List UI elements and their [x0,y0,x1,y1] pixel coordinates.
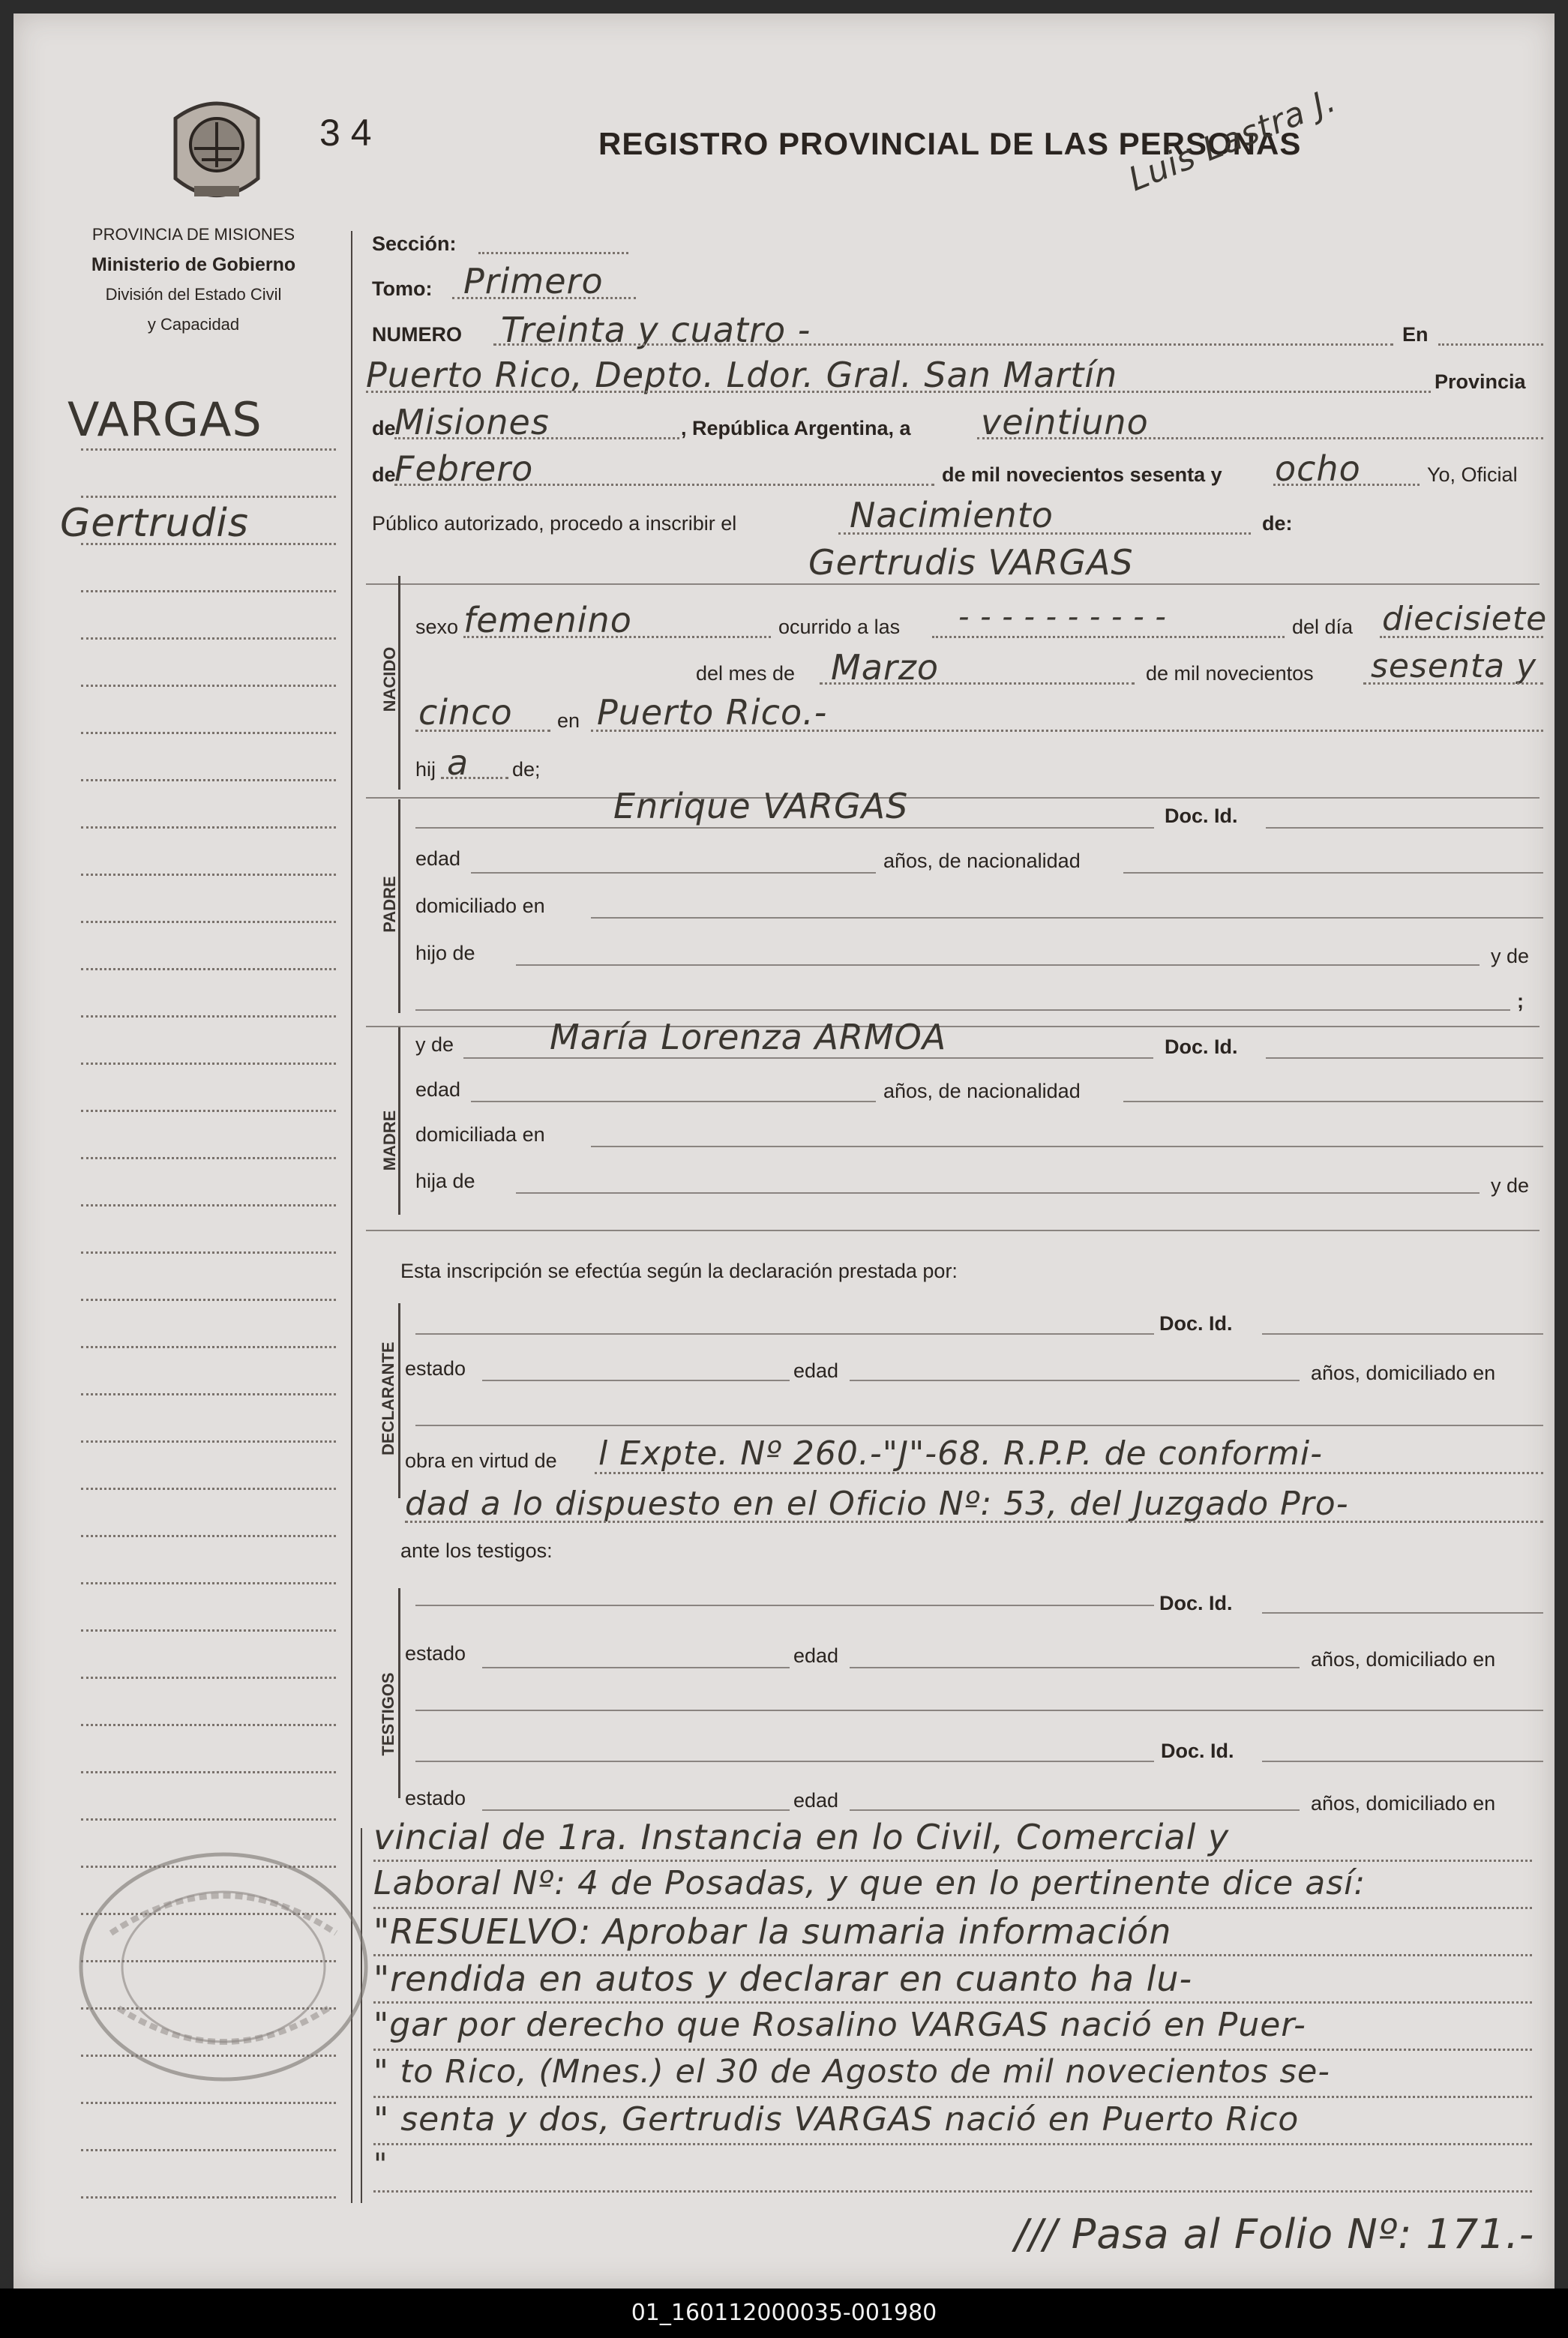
lugar-value: Puerto Rico, Depto. Ldor. Gral. San Martín [366,355,1118,395]
margin-rule [81,921,336,923]
obra-line-2: dad a lo dispuesto en el Oficio Nº: 53, del Juzgado Pro- [405,1485,1349,1523]
anos-dom-label: años, domiciliado en [1311,1792,1496,1815]
domiciliada-label: domiciliada en [415,1123,545,1146]
margin-rule [81,1771,336,1773]
de-mil2-label: de mil novecientos [1146,662,1314,685]
margin-rule [81,2196,336,2199]
continuation-line: " to Rico, (Mnes.) el 30 de Agosto de mil novecientos se- [373,2053,1330,2091]
continuation-rule [373,2001,1532,2004]
register-page [13,13,1555,2289]
office-block [58,220,328,340]
margin-rule [81,1488,336,1490]
republica-label: , República Argentina, a [681,417,911,439]
del-dia-label: del día [1292,616,1354,638]
acto-value: Nacimiento [850,495,1054,535]
page-number: 3 4 [319,112,372,154]
ante-testigos-label: ante los testigos: [400,1539,553,1562]
seccion-label: Sección: [372,232,457,255]
doc-id-label: Doc. Id. [1161,1740,1234,1762]
margin-rule [81,874,336,876]
margin-rule [81,1157,336,1159]
margin-rule [81,1063,336,1065]
publico-label: Público autorizado, procedo a inscribir el [372,512,737,535]
sexo-label: sexo [415,616,459,638]
margin-rule [81,1015,336,1018]
estado-label: estado [405,1642,466,1665]
domiciliado-label: domiciliado en [415,895,545,917]
continuation-line: vincial de 1ra. Instancia en lo Civil, Comercial y [373,1817,1230,1857]
edad-label: edad [793,1359,839,1382]
numero-label: NUMERO [372,323,462,346]
margin-rule [81,1724,336,1726]
margin-rule [81,968,336,970]
provincial-seal-icon [160,88,273,216]
anos-nac-label: años, de nacionalidad [883,850,1081,872]
margin-rule [81,1251,336,1254]
continuation-line: "RESUELVO: Aprobar la sumaria información [373,1911,1172,1952]
margin-rule [81,1629,336,1632]
margin-rule [81,1535,336,1537]
numero-value: Treinta y cuatro - [501,310,811,350]
margin-rule [81,1582,336,1584]
registry-stamp-icon [66,1843,381,2091]
margin-surname: VARGAS [67,392,262,447]
office-line: División del Estado Civil [105,285,282,304]
continuation-rule [373,2143,1532,2145]
anio-nac-1-value: sesenta y [1371,647,1537,685]
anos-dom-label: años, domiciliado en [1311,1362,1496,1384]
margin-rule [81,685,336,687]
mes-value: Febrero [394,448,534,489]
semicolon-label: ; [1517,990,1524,1012]
tomo-label: Tomo: [372,277,433,300]
yo-oficial-label: Yo, Oficial [1427,463,1518,486]
margin-rule [81,1440,336,1443]
pasa-folio-note: /// Pasa al Folio Nº: 171.- [1015,2211,1535,2258]
estado-label: estado [405,1787,466,1809]
anio-nac-2-value: cinco [418,692,513,733]
office-line: Ministerio de Gobierno [91,254,296,275]
anos-nac-label: años, de nacionalidad [883,1080,1081,1102]
y-de-label: y de [1491,1174,1530,1197]
tomo-value: Primero [463,261,604,301]
de-label: de [372,463,396,486]
margin-rule [81,1677,336,1679]
official-signature: Luis Lastra J. [1123,81,1342,199]
margin-rule [81,1110,336,1112]
margin-rule [81,779,336,781]
margin-rule [81,448,336,451]
continuation-rule [373,1860,1532,1862]
continuation-line: Laboral Nº: 4 de Posadas, y que en lo pertinente dice así: [373,1864,1366,1902]
doc-id-label: Doc. Id. [1165,805,1238,827]
anio-value: ocho [1275,448,1361,489]
ocurrido-label: ocurrido a las [778,616,901,638]
hijo-de-label: hijo de [415,942,475,964]
continuation-line: "rendida en autos y declarar en cuanto ha lu- [373,1959,1193,1999]
esta-inscripcion-label: Esta inscripción se efectúa según la declaración prestada por: [400,1260,958,1282]
obra-line-1: l Expte. Nº 260.-"J"-68. R.P.P. de conformi- [598,1434,1323,1473]
padre-value: Enrique VARGAS [613,786,909,826]
sexo-value: femenino [463,600,632,640]
continuation-rule [373,2049,1532,2051]
hora-value: - - - - - - - - - - [958,600,1167,634]
lugar-nac-value: Puerto Rico.- [597,692,828,733]
margin-rule [81,496,336,498]
obra-label: obra en virtud de [405,1449,557,1472]
continuation-line: " senta y dos, Gertrudis VARGAS nació en Puerto Rico [373,2100,1300,2139]
de-semi-label: de; [512,758,541,781]
en2-label: en [557,709,580,732]
margin-given-name: Gertrudis [60,501,249,546]
continuation-line: "gar por derecho que Rosalino VARGAS nació en Puer- [373,2006,1306,2044]
de-label: de [372,417,396,439]
estado-label: estado [405,1357,466,1380]
continuation-rule [373,2190,1532,2193]
mes-nac-value: Marzo [831,647,940,688]
doc-id-label: Doc. Id. [1165,1036,1238,1058]
margin-rule [81,1346,336,1348]
dia-nac-value: diecisiete [1382,600,1548,638]
hij-label: hij [415,758,436,781]
continuation-text [373,1817,1543,2182]
margin-rule [81,732,336,734]
en-label: En [1402,323,1429,346]
office-line: PROVINCIA DE MISIONES [91,225,295,244]
margin-rule [81,2149,336,2151]
margin-rule [81,1204,336,1206]
edad-label: edad [415,1078,461,1101]
continuation-rule [373,1907,1532,1909]
doc-id-label: Doc. Id. [1159,1592,1233,1614]
edad-label: edad [415,847,461,870]
de-mil-label: de mil novecientos sesenta y [942,463,1222,486]
side-label-testigos: TESTIGOS [379,1672,397,1756]
edad-label: edad [793,1644,839,1667]
provincia-label: Provincia [1435,370,1526,393]
madre-value: María Lorenza ARMOA [550,1017,947,1057]
side-label-nacido: NACIDO [380,646,399,712]
margin-rule [81,1299,336,1301]
side-label-padre: PADRE [380,876,399,933]
continuation-line: " [373,2148,388,2182]
edad-label: edad [793,1789,839,1812]
continuation-rule [373,2096,1532,2098]
margin-rule [81,637,336,640]
continuation-rule [373,1954,1532,1956]
page-title: REGISTRO PROVINCIAL DE LAS PERSONAS [598,126,1302,161]
office-line: y Capacidad [147,315,240,334]
margin-rule [81,543,336,545]
side-label-declarante: DECLARANTE [379,1341,397,1455]
margin-rule [81,1818,336,1821]
margin-rule [81,590,336,592]
provincia-value: Misiones [394,402,550,442]
y-de-label: y de [1491,945,1530,967]
margin-rule [81,1393,336,1395]
nombre-value: Gertrudis VARGAS [808,542,1134,583]
y-de-label: y de [415,1033,454,1056]
margin-rule [81,2102,336,2104]
doc-id-label: Doc. Id. [1159,1312,1233,1335]
del-mes-label: del mes de [696,662,796,685]
side-label-madre: MADRE [380,1110,399,1171]
de-colon-label: de: [1262,512,1293,535]
image-id-caption: 01_160112000035-001980 [0,2289,1568,2338]
hij-value: a [447,742,469,783]
hija-de-label: hija de [415,1170,475,1192]
dia-value: veintiuno [981,402,1149,442]
anos-dom-label: años, domiciliado en [1311,1648,1496,1671]
margin-rule [81,826,336,829]
